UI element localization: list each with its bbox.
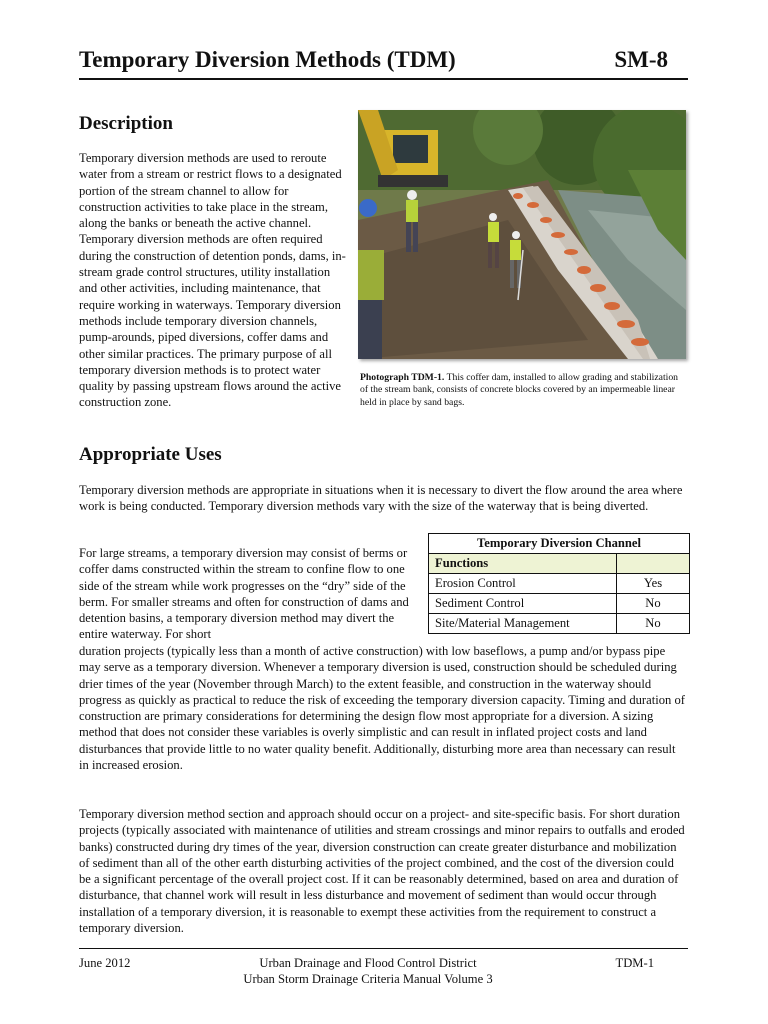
header-rule xyxy=(79,78,688,80)
appropriate-uses-para2-start: For large streams, a temporary diversion may consist of berms or coffer dams constructed within the stream to confine flow to one side of the stream while work progresses on the “dry” side of the berm. For smaller streams and often for construction of dams and detention basins, a temporary diversion method may divert the entire waterway. For short xyxy=(79,546,409,642)
footer-rule xyxy=(79,948,688,949)
functions-header: Functions xyxy=(429,554,617,574)
footer-org-line1: Urban Drainage and Flood Control District xyxy=(259,956,477,970)
photo-caption xyxy=(360,372,686,409)
description-text: Temporary diversion methods are used to reroute water from a stream or restrict flows to a designated portion of the stream channel to allow for construction activities to take place in the stream, along the banks or beneath the active channel. Temporary diversion methods are often required during the construction of detention ponds, dams, in-stream grade control structures, utility installation and other activities, including maintenance, that require working in waterways. Temporary diversion methods include temporary diversion channels, pump-arounds, piped diversions, coffer dams and other similar practices. The primary purpose of all temporary diversion methods is to protect water quality by passing upstream flows around the active construction zone. xyxy=(79,151,346,410)
function-label: Sediment Control xyxy=(429,594,617,614)
appropriate-uses-heading: Appropriate Uses xyxy=(79,444,222,465)
functions-header-value xyxy=(617,554,690,574)
appropriate-uses-para2-continued: duration projects (typically less than a month of active construction) with low baseflows, a pump and/or bypass pipe may serve as a temporary diversion. Whenever a temporary diversion is used, construction should be scheduled during drier times of the year (November through March) to the extent feasible, and construction in the waterway should progress as quickly as practical to reduce the risk of exceeding the temporary diversion capacity. Timing and duration of construction are primary considerations for determining the design flow most appropriate for a diversion. A sizing method that does not consider these variables is overly simplistic and can result in inflated project costs and land disturbances that provide little to no water quality benefit. Additionally, disturbing more area than necessary can result in increased erosion. xyxy=(79,644,685,773)
function-label: Erosion Control xyxy=(429,574,617,594)
table-row xyxy=(429,614,690,634)
footer-org xyxy=(180,955,556,987)
function-value: No xyxy=(617,594,690,614)
table-row xyxy=(429,574,690,594)
table-title: Temporary Diversion Channel xyxy=(429,534,690,554)
function-value: No xyxy=(617,614,690,634)
table-header-row xyxy=(429,554,690,574)
footer-page-number: TDM-1 xyxy=(615,956,654,970)
footer-org-line2: Urban Storm Drainage Criteria Manual Volume 3 xyxy=(243,972,493,986)
caption-label: Photograph TDM-1. xyxy=(360,372,445,383)
caption-text: This coffer dam, installed to allow grading and stabilization of the stream bank, consists of concrete blocks covered by an impermeable linear held in place by sand bags. xyxy=(360,372,679,408)
page-title: Temporary Diversion Methods (TDM) xyxy=(79,47,456,72)
coffer-dam-photo xyxy=(358,110,686,359)
function-value: Yes xyxy=(617,574,690,594)
function-label: Site/Material Management xyxy=(429,614,617,634)
table-title-row xyxy=(429,534,690,554)
functions-table xyxy=(428,533,690,634)
table-row xyxy=(429,594,690,614)
appropriate-uses-para3: Temporary diversion method section and approach should occur on a project- and site-specific basis. For short duration projects (typically associated with maintenance of utilities and stream crossings and minor repairs to outfalls and eroded banks) constructed during dry times of the year, diversion construction can create greater disturbance and mobilization of sediment than all of the other earth disturbing activities of the project combined, and the cost of the diversion could be a significant percentage of the overall project cost. If it can be reasonably determined, based on area and duration of disturbance, that channel work will result in less disturbance and movement of sediment than would occur through installation of a temporary diversion, it is reasonable to exempt these activities from the requirement to construct a temporary diversion. xyxy=(79,807,685,936)
appropriate-uses-para1: Temporary diversion methods are appropriate in situations when it is necessary to divert the flow around the area where work is being conducted. Temporary diversion methods vary with the size of the waterway that is being diverted. xyxy=(79,483,683,514)
footer-date: June 2012 xyxy=(79,956,131,970)
description-heading: Description xyxy=(79,113,173,134)
section-code: SM-8 xyxy=(614,47,668,72)
